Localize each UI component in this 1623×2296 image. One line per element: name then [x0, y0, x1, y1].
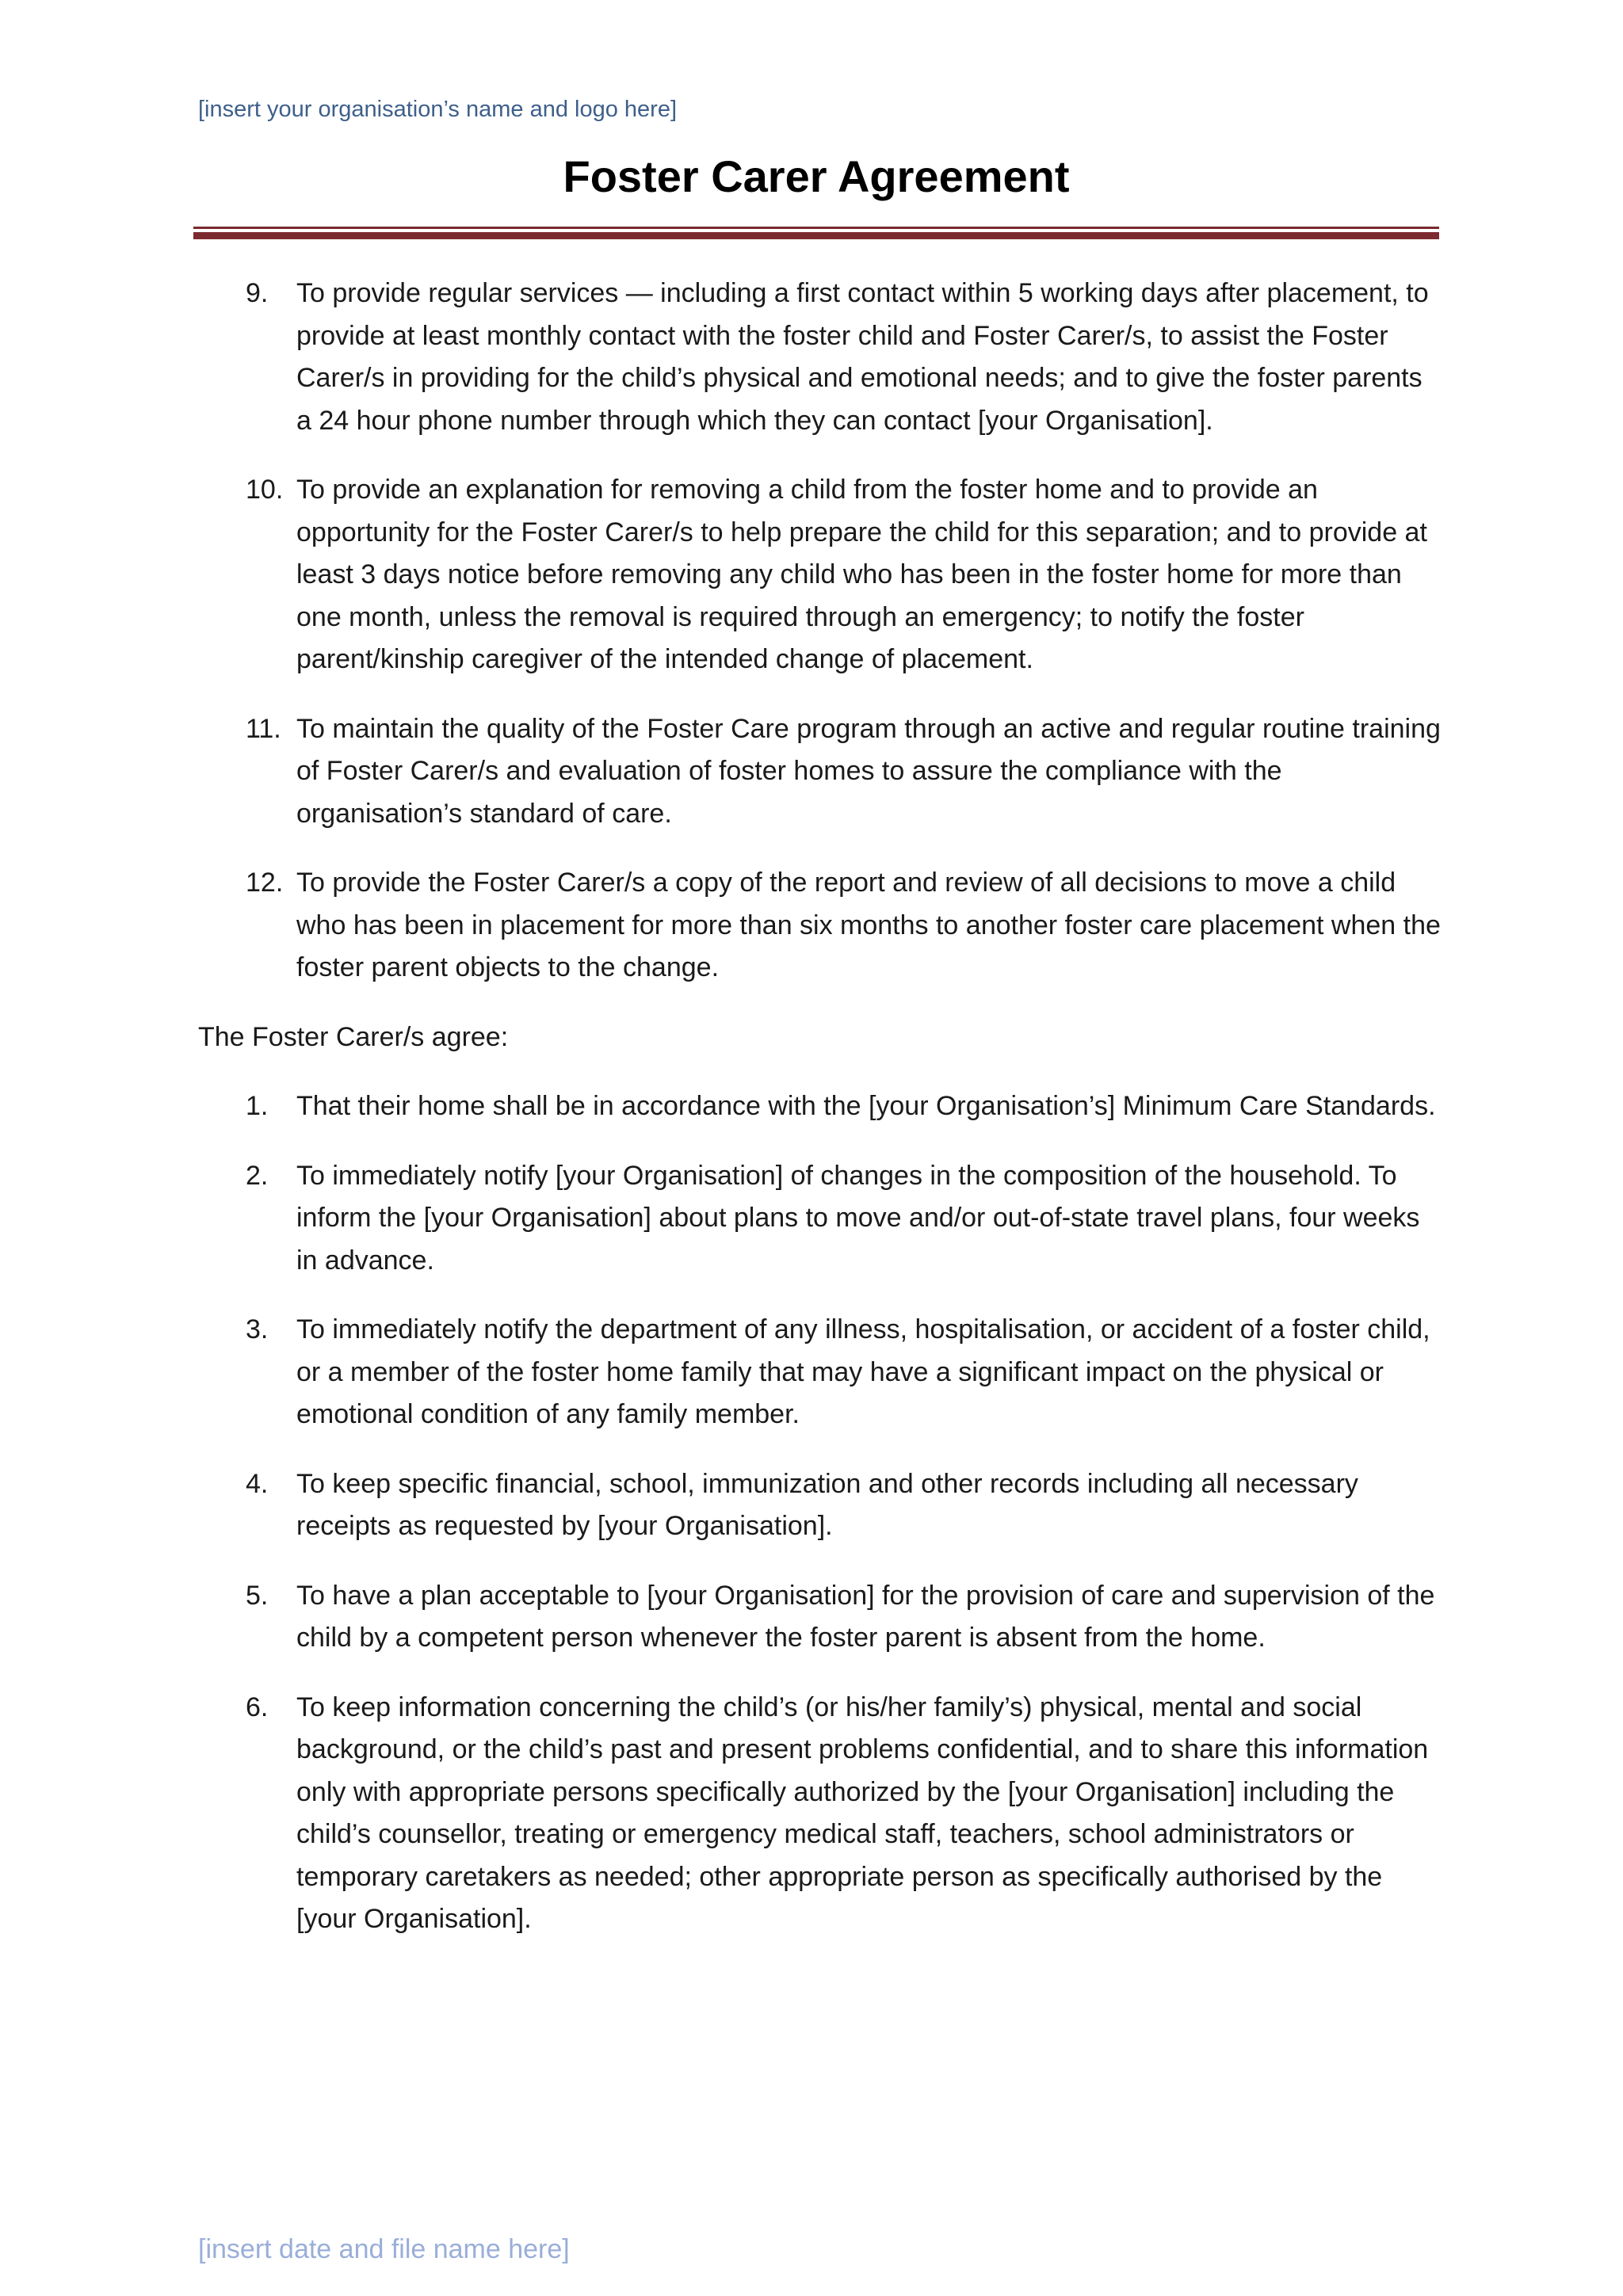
organisation-duties-list — [198, 273, 1442, 990]
document-title: Foster Carer Agreement — [563, 151, 1070, 201]
footer-date-file-placeholder: [insert date and file name here] — [198, 2234, 570, 2264]
header-divider-thin-line — [193, 227, 1439, 229]
list-item-number: 5. — [246, 1580, 269, 1611]
list-item-number: 9. — [246, 278, 269, 308]
list-item-number: 11. — [246, 713, 281, 744]
list-item — [198, 1085, 1442, 1128]
list-item — [198, 1687, 1442, 1941]
list-item-text: To immediately notify the department of any illness, hospitalisation, or accident of a foster child, or a member of the foster home family that may have a significant impact on the physical or emotional condition of any family member. — [296, 1314, 1430, 1429]
list-item — [198, 1309, 1442, 1436]
list-item — [198, 1155, 1442, 1283]
carers-agree-heading: The Foster Carer/s agree: — [198, 1021, 509, 1052]
document-body — [198, 273, 1442, 1968]
list-item-number: 2. — [246, 1160, 269, 1191]
list-item — [198, 469, 1442, 681]
list-item-text: To keep information concerning the child’s (or his/her family’s) physical, mental and social background, or the child’s past and present problems confidential, and to share this information only with appropriate persons specifically authorized by the [your Organisation] including the child’s counsellor, treating or emergency medical staff, teachers, school administrators or temporary caretakers as needed; other appropriate person as specifically authorised by the [your Organisation]. — [296, 1691, 1429, 1934]
list-item-text: To keep specific financial, school, immunization and other records including all necessary receipts as requested by [your Organisation]. — [296, 1468, 1358, 1541]
list-item-number: 10. — [246, 475, 284, 505]
list-item-text: To maintain the quality of the Foster Care program through an active and regular routine training of Foster Carer/s and evaluation of foster homes to assure the compliance with the organisation’s standard of care. — [296, 713, 1441, 829]
header-divider — [193, 227, 1439, 239]
list-item — [198, 1463, 1442, 1548]
list-item-number: 12. — [246, 868, 284, 898]
list-item-number: 6. — [246, 1691, 269, 1722]
list-item-text: That their home shall be in accordance with the [your Organisation’s] Minimum Care Standards. — [296, 1091, 1436, 1121]
list-item — [198, 1575, 1442, 1660]
list-item-text: To provide regular services — including a first contact within 5 working days after placement, to provide at least monthly contact with the foster child and Foster Carer/s, to assist the Foster Carer/s in providing for the child’s physical and emotional needs; and to give the foster parents a 24 hour phone number through which they can contact [your Organisation]. — [296, 278, 1429, 436]
list-item-text: To immediately notify [your Organisation] of changes in the composition of the household. To inform the [your Organisation] about plans to move and/or out-of-state travel plans, four weeks in advance. — [296, 1160, 1420, 1276]
list-item-number: 1. — [246, 1091, 269, 1121]
carer-duties-list — [198, 1085, 1442, 1941]
header-divider-thick-line — [193, 232, 1439, 239]
list-item-number: 3. — [246, 1314, 269, 1344]
list-item-text: To have a plan acceptable to [your Organisation] for the provision of care and supervision of the child by a competent person whenever the foster parent is absent from the home. — [296, 1580, 1435, 1653]
list-item-number: 4. — [246, 1468, 269, 1499]
list-item — [198, 273, 1442, 442]
list-item — [198, 708, 1442, 836]
list-item-text: To provide the Foster Carer/s a copy of the report and review of all decisions to move a child who has been in placement for more than six months to another foster care placement when the foster parent objects to the change. — [296, 868, 1441, 982]
list-item-text: To provide an explanation for removing a child from the foster home and to provide an opportunity for the Foster Carer/s to help prepare the child for this separation; and to provide at least 3 days notice before removing any child who has been in the foster home for more than one month, unless the removal is required through an emergency; to notify the foster parent/kinship caregiver of the intended change of placement. — [296, 475, 1427, 674]
list-item — [198, 862, 1442, 990]
organisation-name-placeholder: [insert your organisation’s name and logo here] — [198, 97, 678, 122]
